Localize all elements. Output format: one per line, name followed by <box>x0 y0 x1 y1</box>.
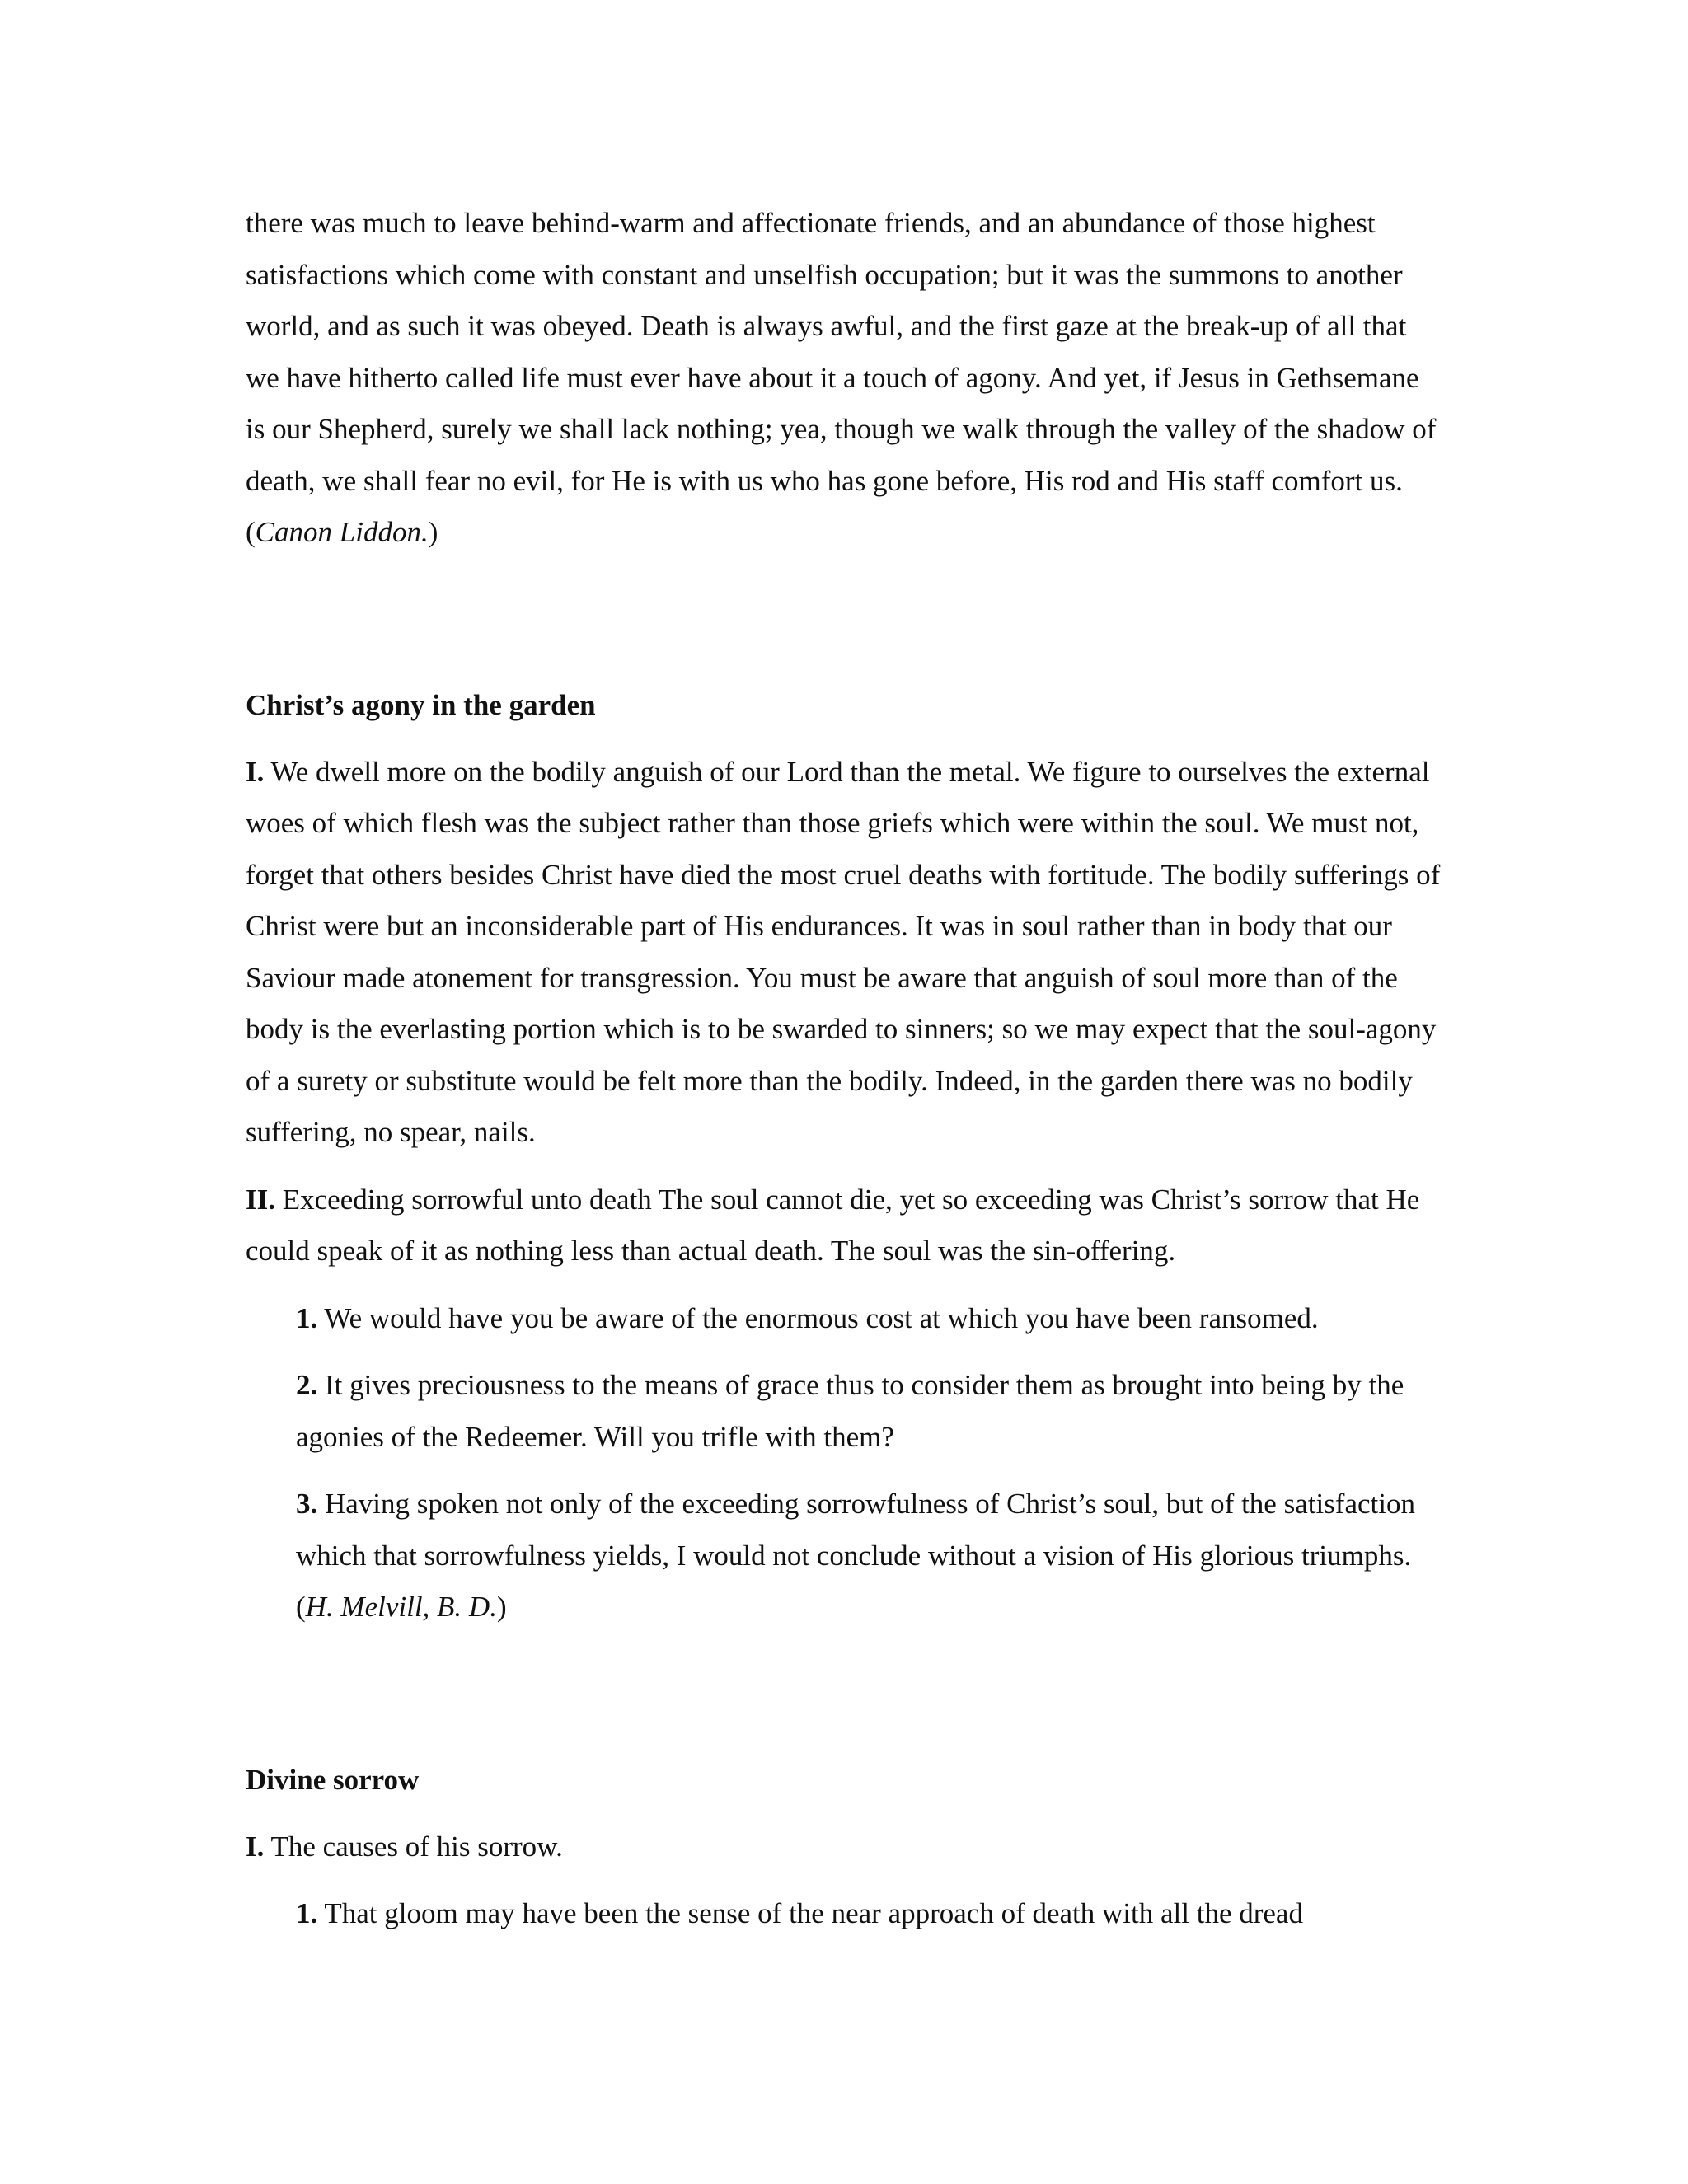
item-number: 1. <box>296 1301 318 1334</box>
paragraph-II <box>246 1174 1442 1277</box>
citation-close: ) <box>496 1591 507 1623</box>
citation-melvill: H. Melvill, B. D. <box>305 1591 497 1623</box>
heading-christs-agony: Christ’s agony in the garden <box>246 688 596 721</box>
item-text: It gives preciousness to the means of grace thus to consider them as brought into being by the agonies of the Redeemer. Will you trifle with them? <box>296 1369 1404 1453</box>
item-number: 1. <box>296 1897 318 1929</box>
paragraph-I <box>246 747 1442 1159</box>
item-text: We would have you be aware of the enormous cost at which you have been ransomed. <box>317 1301 1319 1334</box>
item-text: Having spoken not only of the exceeding sorrowfulness of Christ’s soul, but of the satisfaction which that sorrowfulness yields, I would not conclude without a vision of His glorious triumphs. ( <box>296 1488 1415 1623</box>
numeral-I: I. <box>246 1830 265 1863</box>
heading-divine-sorrow: Divine sorrow <box>246 1763 420 1796</box>
numeral-II: II. <box>246 1183 275 1216</box>
paragraph-text: We dwell more on the bodily anguish of our Lord than the metal. We figure to ourselves the external woes of which flesh was the subject rather than those griefs which were within the soul. We must not, forget that others besides Christ have died the most cruel deaths with fortitude. The bodily sufferings of Christ were but an inconsiderable part of His endurances. It was in soul rather than in body that our Saviour made atonement for transgression. You must be aware that anguish of soul more than of the body is the everlasting portion which is to be swarded to sinners; so we may expect that the soul-agony of a surety or substitute would be felt more than the bodily. Indeed, in the garden there was no bodily suffering, no spear, nails. <box>246 755 1441 1148</box>
item-number: 2. <box>296 1369 318 1401</box>
paragraph-liddon <box>246 198 1442 559</box>
citation-close: ) <box>428 516 438 548</box>
list-item-1 <box>296 1293 1442 1345</box>
paragraph-text: The causes of his sorrow. <box>264 1830 563 1863</box>
paragraph-I-causes <box>246 1821 1442 1873</box>
paragraph-text: Exceeding sorrowful unto death The soul cannot die, yet so exceeding was Christ’s sorrow that He could speak of it as nothing less than actual death. The soul was the sin-offering. <box>246 1183 1420 1267</box>
document-page <box>246 198 1442 1940</box>
item-text: That gloom may have been the sense of the near approach of death with all the dread <box>317 1897 1303 1929</box>
list-item-1-gloom <box>296 1888 1442 1940</box>
list-item-3 <box>296 1479 1442 1633</box>
numeral-I: I. <box>246 755 265 788</box>
item-number: 3. <box>296 1488 318 1520</box>
citation-liddon: Canon Liddon. <box>255 516 429 548</box>
paragraph-text: there was much to leave behind-warm and affectionate friends, and an abundance of those highest satisfactions which come with constant and unselfish occupation; but it was the summons to another world, and as such it was obeyed. Death is always awful, and the first gaze at the break-up of all that we have hitherto called life must ever have about it a touch of agony. And yet, if Jesus in Gethsemane is our Shepherd, surely we shall lack nothing; yea, though we walk through the valley of the shadow of death, we shall fear no evil, for He is with us who has gone before, His rod and His staff comfort us. ( <box>246 207 1437 548</box>
list-item-2 <box>296 1360 1442 1463</box>
